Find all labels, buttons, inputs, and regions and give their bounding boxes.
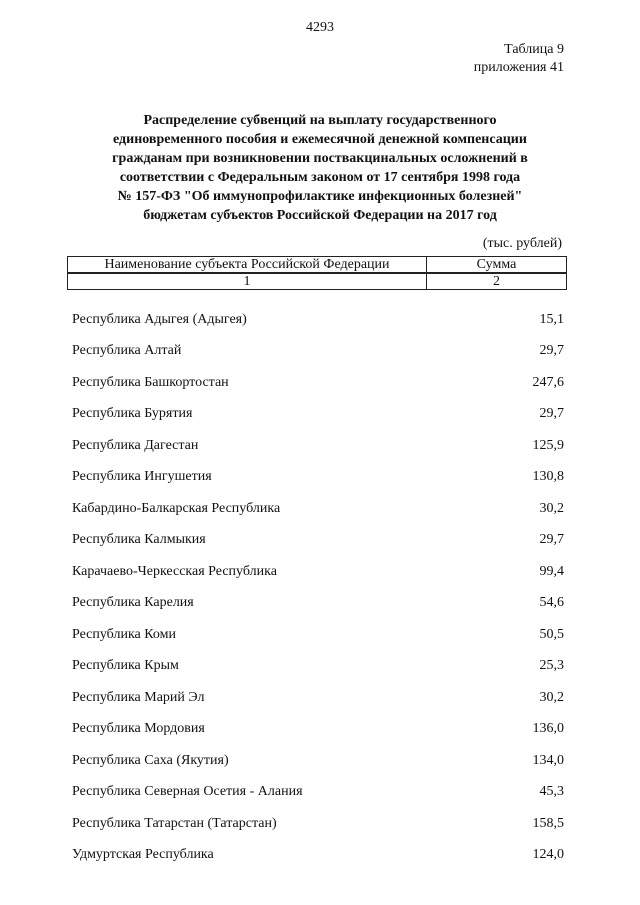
amount-value: 54,6 — [539, 595, 564, 611]
table-row — [72, 556, 564, 588]
title-line: бюджетам субъектов Российской Федерации на 2017 год — [143, 208, 497, 223]
column-number-2: 2 — [493, 274, 500, 289]
column-header-amount: Сумма — [476, 257, 517, 272]
amount-value: 247,6 — [532, 374, 564, 390]
amount-value: 25,3 — [539, 658, 564, 674]
table-row — [72, 399, 564, 431]
table-header-row — [67, 256, 567, 273]
column-header-region: Наименование субъекта Российской Федерации — [68, 257, 427, 272]
region-name: Кабардино-Балкарская Республика — [72, 500, 281, 516]
document-title — [70, 111, 570, 225]
table-row — [72, 840, 564, 872]
region-name: Республика Татарстан (Татарстан) — [72, 815, 277, 831]
table-body — [72, 304, 564, 871]
region-name: Республика Марий Эл — [72, 689, 205, 705]
amount-value: 45,3 — [539, 784, 564, 800]
region-name: Республика Коми — [72, 626, 176, 642]
title-line: соответствии с Федеральным законом от 17 сентября 1998 года — [119, 170, 521, 185]
units-label: (тыс. рублей) — [482, 236, 562, 251]
table-label: Таблица 9 — [504, 42, 564, 57]
region-name: Республика Саха (Якутия) — [72, 752, 229, 768]
title-line: Распределение субвенций на выплату государственного — [143, 113, 497, 128]
table-reference — [474, 41, 564, 77]
region-name: Республика Дагестан — [72, 437, 199, 453]
region-name: Республика Адыгея (Адыгея) — [72, 311, 247, 327]
table-row — [72, 777, 564, 809]
amount-value: 50,5 — [539, 626, 564, 642]
amount-value: 29,7 — [539, 343, 564, 359]
title-line: единовременного пособия и ежемесячной денежной компенсации — [113, 132, 527, 147]
table-row — [72, 714, 564, 746]
amount-value: 30,2 — [539, 500, 564, 516]
amount-value: 158,5 — [532, 815, 564, 831]
table-row — [72, 304, 564, 336]
table-row — [72, 588, 564, 620]
table-row — [72, 430, 564, 462]
table-row — [72, 651, 564, 683]
table-row — [72, 808, 564, 840]
region-name: Республика Крым — [72, 658, 179, 674]
table-row — [72, 619, 564, 651]
region-name: Республика Мордовия — [72, 721, 205, 737]
region-name: Республика Калмыкия — [72, 532, 206, 548]
region-name: Республика Карелия — [72, 595, 194, 611]
region-name: Карачаево-Черкесская Республика — [72, 563, 277, 579]
table-row — [72, 336, 564, 368]
region-name: Республика Ингушетия — [72, 469, 212, 485]
amount-value: 15,1 — [539, 311, 564, 327]
table-row — [72, 367, 564, 399]
title-line: № 157-ФЗ "Об иммунопрофилактике инфекционных болезней" — [117, 189, 523, 204]
amount-value: 134,0 — [532, 752, 564, 768]
table-column-numbers-row — [67, 273, 567, 290]
appendix-label: приложения 41 — [473, 60, 564, 75]
amount-value: 30,2 — [539, 689, 564, 705]
table-row — [72, 745, 564, 777]
region-name: Удмуртская Республика — [72, 847, 214, 863]
table-row — [72, 493, 564, 525]
amount-value: 130,8 — [532, 469, 564, 485]
region-name: Республика Северная Осетия - Алания — [72, 784, 303, 800]
column-number-1: 1 — [68, 274, 427, 289]
table-row — [72, 462, 564, 494]
amount-value: 99,4 — [539, 563, 564, 579]
region-name: Республика Бурятия — [72, 406, 193, 422]
region-name: Республика Алтай — [72, 343, 182, 359]
table-row — [72, 682, 564, 714]
table-row — [72, 525, 564, 557]
title-line: гражданам при возникновении поствакцинальных осложнений в — [112, 151, 528, 166]
region-name: Республика Башкортостан — [72, 374, 229, 390]
amount-value: 124,0 — [532, 847, 564, 863]
amount-value: 136,0 — [532, 721, 564, 737]
amount-value: 29,7 — [539, 532, 564, 548]
amount-value: 29,7 — [539, 406, 564, 422]
amount-value: 125,9 — [532, 437, 564, 453]
page-number: 4293 — [306, 20, 334, 35]
